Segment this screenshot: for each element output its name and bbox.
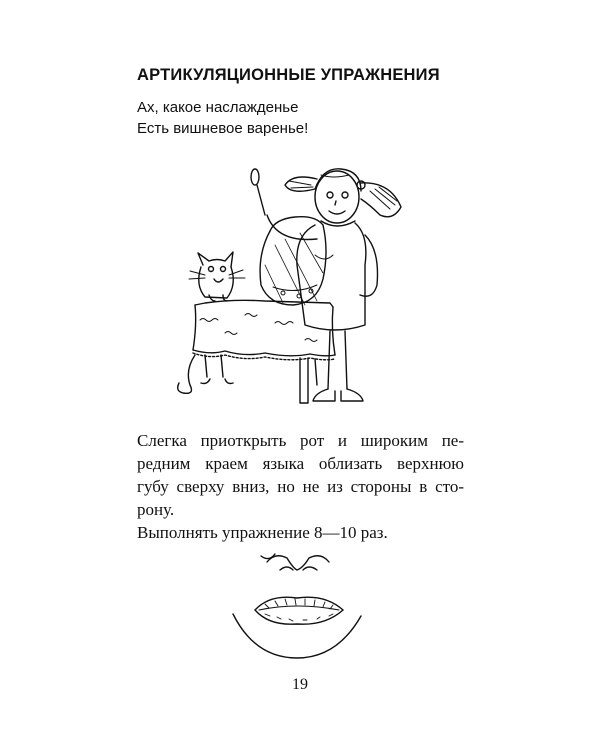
instruction-line-3: губу сверху вниз, но не из стороны в сто- xyxy=(137,477,464,496)
poem-line-1: Ах, какое наслажденье xyxy=(137,99,299,116)
girl-eating-jam-illustration xyxy=(165,155,425,415)
instruction-line-4: рону. xyxy=(137,500,175,519)
table-drawing xyxy=(193,300,335,403)
page-heading: АРТИКУЛЯЦИОННЫЕ УПРАЖНЕНИЯ xyxy=(137,66,440,84)
instruction-line-1: Слегка приоткрыть рот и широким пе- xyxy=(137,431,464,450)
mouth-licking-lip-illustration xyxy=(225,550,375,660)
poem-line-2: Есть вишневое варенье! xyxy=(137,120,309,137)
exercise-instructions xyxy=(137,429,464,544)
girl-drawing xyxy=(251,169,401,401)
cat-drawing xyxy=(178,252,245,393)
poem xyxy=(137,97,308,139)
jam-jar-drawing xyxy=(260,217,333,305)
page-number: 19 xyxy=(292,676,308,693)
instruction-line-2: редним краем языка облизать верхнюю xyxy=(137,454,464,473)
repeat-instruction: Выполнять упражнение 8—10 раз. xyxy=(137,523,388,542)
